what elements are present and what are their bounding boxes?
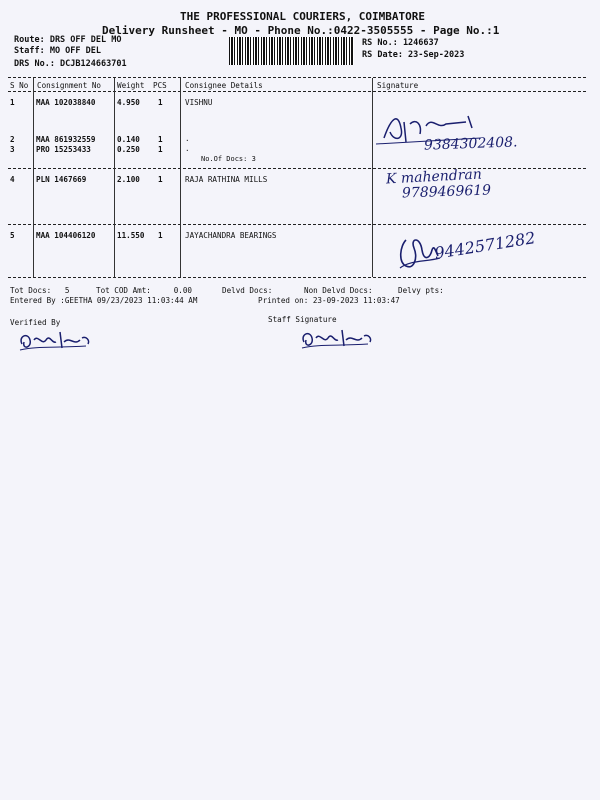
signature-1-phone: 9384302408. [423, 134, 518, 154]
col-divider-3 [180, 78, 181, 277]
table-row-3-weight: 0.250 [117, 145, 140, 154]
table-top-rule [8, 77, 586, 78]
table-row-1-consignee: VISHNU [185, 98, 213, 107]
table-row-5-consignee: JAYACHANDRA BEARINGS [185, 231, 277, 240]
col-divider-1 [33, 78, 34, 277]
staff-signature-label: Staff Signature [268, 315, 337, 324]
table-row-4-consignment: PLN 1467669 [36, 175, 87, 184]
col-header-weight: Weight [117, 81, 145, 90]
col-header-signature: Signature [377, 81, 419, 90]
rs-number: RS No.: 1246637 [362, 38, 439, 48]
drs-number: DRS No.: DCJB124663701 [14, 59, 127, 69]
table-row-3-sno: 3 [10, 145, 15, 154]
table-row-4-weight: 2.100 [117, 175, 140, 184]
table-row-4-sno: 4 [10, 175, 15, 184]
table-row-1-sno: 1 [10, 98, 15, 107]
table-row-2-pcs: 1 [158, 135, 163, 144]
non-delivered-docs: Non Delvd Docs: [304, 286, 373, 295]
row-rule-3 [8, 277, 586, 278]
verified-by-label: Verified By [10, 318, 61, 327]
no-of-docs: No.Of Docs: 3 [201, 155, 256, 163]
staff-signature-mark [298, 324, 378, 354]
header-bottom-rule [8, 91, 586, 92]
total-docs: Tot Docs: 5 [10, 286, 70, 295]
verified-by-signature [16, 326, 96, 356]
company-title: THE PROFESSIONAL COURIERS, COIMBATORE [180, 10, 426, 23]
table-row-5-consignment: MAA 104406120 [36, 231, 96, 240]
table-row-3-consignment: PRO 15253433 [36, 145, 91, 154]
signature-2-name: K mahendran [385, 166, 483, 188]
table-row-2-sno: 2 [10, 135, 15, 144]
col-header-consignee: Consignee Details [185, 81, 263, 90]
table-row-3-pcs: 1 [158, 145, 163, 154]
table-row-2-consignment: MAA 861932559 [36, 135, 96, 144]
table-row-4-pcs: 1 [158, 175, 163, 184]
table-row-2-consignee: . [185, 134, 190, 143]
delivery-points: Delvy pts: [398, 286, 444, 295]
col-header-pcs: PCS [153, 81, 167, 90]
col-header-sno: S No [10, 81, 29, 90]
delivered-docs: Delvd Docs: [222, 286, 273, 295]
total-cod-amount: Tot COD Amt: 0.00 [96, 286, 193, 295]
staff-label: Staff: MO OFF DEL [14, 46, 101, 56]
table-row-1-consignment: MAA 102038840 [36, 98, 96, 107]
rs-date: RS Date: 23-Sep-2023 [362, 50, 465, 60]
printed-on: Printed on: 23-09-2023 11:03:47 [258, 296, 400, 305]
table-row-5-weight: 11.550 [117, 231, 145, 240]
route-label: Route: DRS OFF DEL MO [14, 35, 122, 45]
col-divider-4 [372, 78, 373, 277]
table-row-3-consignee: . [185, 144, 190, 153]
signature-3-phone: 9442571282 [433, 228, 537, 263]
table-row-2-weight: 0.140 [117, 135, 140, 144]
signature-2-phone: 9789469619 [401, 182, 492, 202]
col-header-consignment: Consignment No [37, 81, 102, 90]
col-divider-2 [114, 78, 115, 277]
runsheet-title: Delivery Runsheet - MO - Phone No.:0422-3505555 - Page No.:1 [102, 24, 500, 37]
table-row-1-pcs: 1 [158, 98, 163, 107]
table-row-5-sno: 5 [10, 231, 15, 240]
table-row-4-consignee: RAJA RATHINA MILLS [185, 175, 268, 184]
row-rule-1 [8, 168, 586, 169]
entered-by: Entered By :GEETHA 09/23/2023 11:03:44 AM [10, 296, 198, 305]
table-row-1-weight: 4.950 [117, 98, 140, 107]
barcode [229, 37, 354, 65]
row-rule-2 [8, 224, 586, 225]
table-row-5-pcs: 1 [158, 231, 163, 240]
